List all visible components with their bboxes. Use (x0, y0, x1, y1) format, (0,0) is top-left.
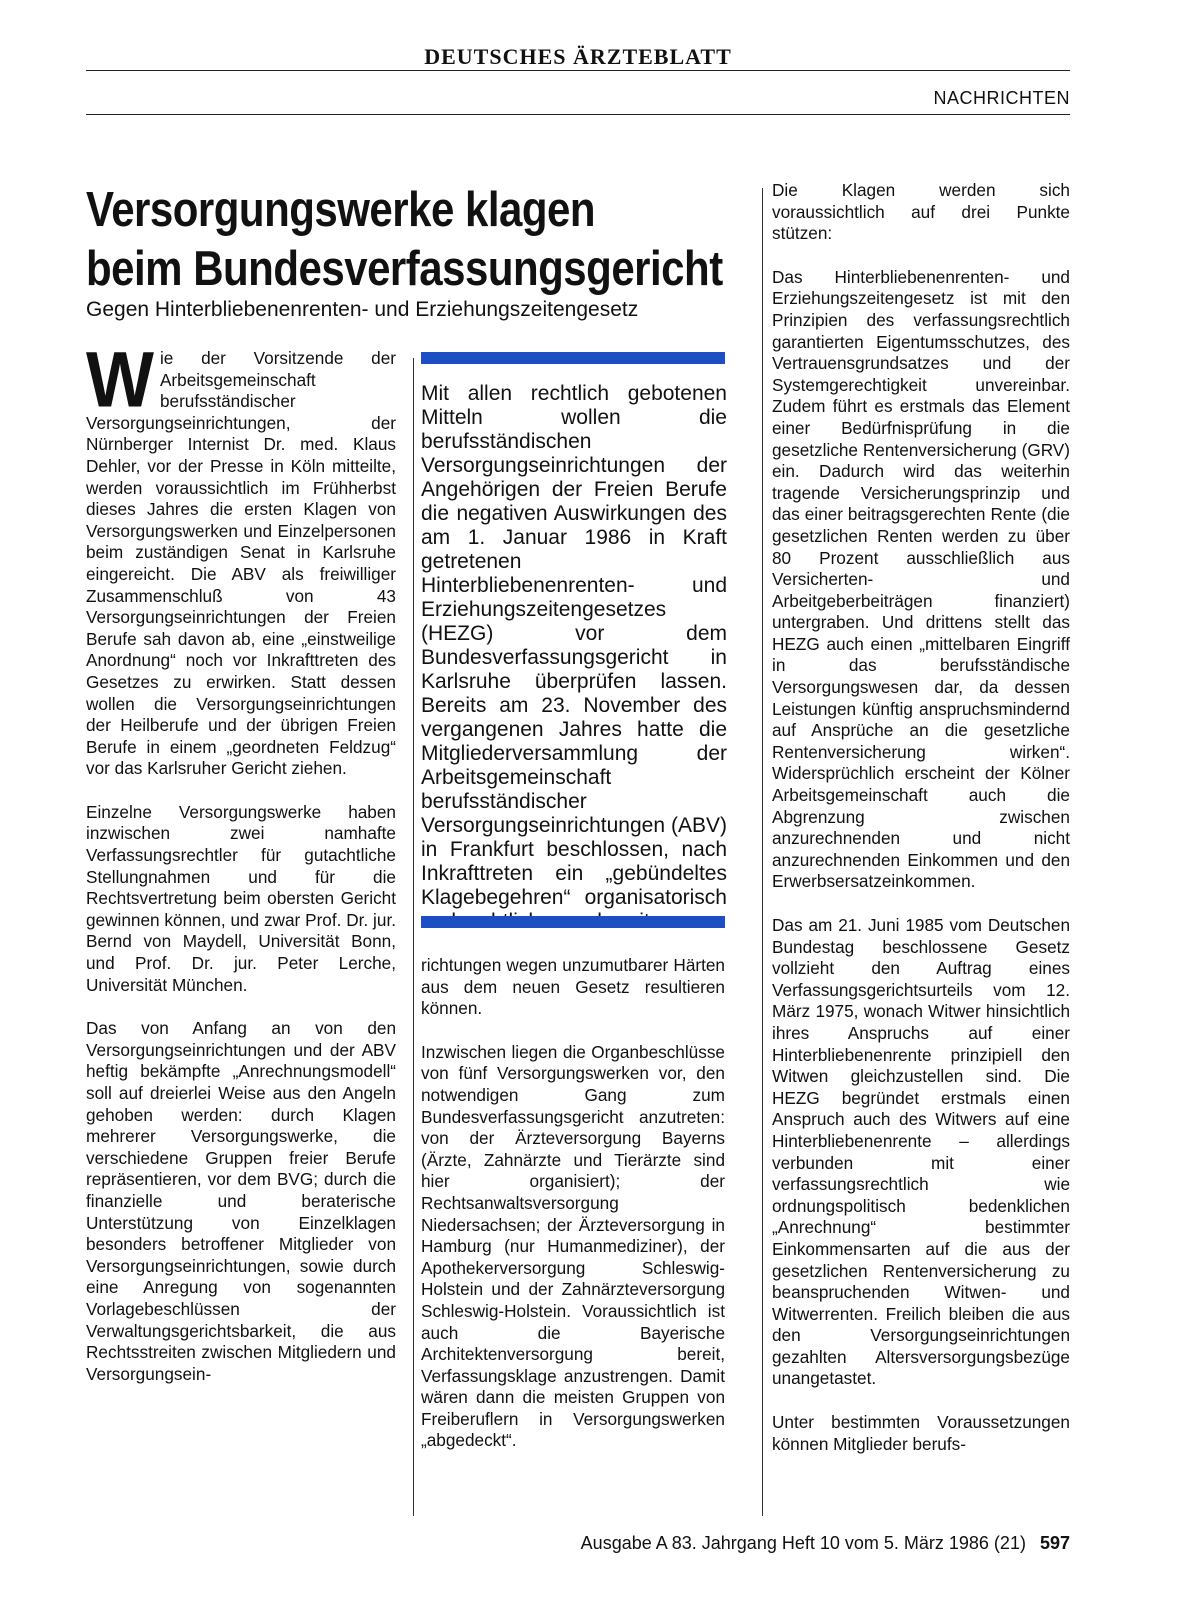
headline-line-1: Versorgungswerke klagen (86, 181, 596, 237)
paragraph (86, 336, 396, 780)
paragraph: Das Hinterbliebenenrenten- und Erziehungszeitengesetz ist mit den Prinzipien des verfassungsrechtlich garantierten Eigentumsschutzes, des Vertrauensgrundsatzes und der Systemgerechtigkeit unvereinbar. Zudem führt es erstmals das Element einer Bedürfnisprüfung in die gesetzliche Rentenversicherung (GRV) ein. Dadurch wird das weiterhin tragende Versicherungsprinzip und das einer beitragsgerechten Rente (die gesetzlichen Renten werden zu über 80 Prozent ausschließlich aus Versicherten- und Arbeitgeberbeiträgen finanziert) untergraben. Und drittens stellt das HEZG auch einen „mittelbaren Eingriff in das berufsständische Versorgungswesen dar, da dessen Leistungen künftig anspruchsmindernd auf Ansprüche an die gesetzliche Rentenversicherung wirken“. Widersprüchlich erscheint der Kölner Arbeitsgemeinschaft auch die Abgrenzung zwischen anzurechnenden und nicht anzurechnenden Einkommen und den Erwerbsersatzeinkommen. (772, 266, 1070, 892)
column-divider-2 (762, 188, 763, 1516)
article-headline (86, 180, 756, 298)
callout-bar-bottom (421, 916, 725, 928)
paragraph: Die Klagen werden sich voraussichtlich auf drei Punkte stützen: (772, 180, 1070, 244)
paragraph: Inzwischen liegen die Organbeschlüsse von fünf Versorgungswerken vor, den notwendigen Gang zum Bundesverfassungsgericht anzutreten: von der Ärzteversorgung Bayerns (Ärzte, Zahnärzte und Tierärzte sind hier organisiert); der Rechtsanwaltsversorgung Niedersachsen; der Ärzteversorgung in Hamburg (nur Humanmediziner), der Apothekerversorgung Schleswig-Holstein und der Zahnärzteversorgung Schleswig-Holstein. Voraussichtlich ist auch die Bayerische Architektenversorgung bereit, Verfassungsklage anzustrengen. Damit wären dann die meisten Gruppen von Freiberuflern in Versorgungswerken „abgedeckt“. (421, 1041, 725, 1451)
paragraph: richtungen wegen unzumutbarer Härten aus dem neuen Gesetz resultieren können. (421, 955, 725, 1019)
headline-line-2: beim Bundesverfassungsgericht (86, 240, 723, 296)
drop-cap: W (86, 336, 154, 424)
article-subtitle: Gegen Hinterbliebenenrenten- und Erziehungszeitengesetz (86, 298, 639, 321)
callout-bar-top (421, 352, 725, 364)
column-divider-1 (413, 358, 414, 1516)
paragraph-text: ie der Vorsitzende der Arbeitsgemeinschaft berufsständischer Versorgungseinrichtungen, der Nürnberger Internist Dr. med. Klaus Dehler, vor der Presse in Köln mitteilte, werden voraussichtlich im Frühherbst dieses Jahres die ersten Klagen von Versorgungswerken und Einzelpersonen beim zuständigen Senat in Karlsruhe eingereicht. Die ABV als freiwilliger Zusammenschluß von 43 Versorgungseinrichtungen der Freien Berufe sah davon ab, eine „einstweilige Anordnung“ noch vor Inkrafttreten des Gesetzes zu erwirken. Statt dessen wollen die Versorgungseinrichtungen der Heilberufe und der übrigen Freien Berufe in einem „geordneten Feldzug“ vor das Karlsruher Gericht ziehen. (86, 348, 396, 779)
section-rule (86, 114, 1070, 115)
paragraph: Das von Anfang an von den Versorgungseinrichtungen und der ABV heftig bekämpfte „Anrechnungsmodell“ soll auf dreierlei Weise aus den Angeln gehoben werden: durch Klagen mehrerer Versorgungswerke, die verschiedene Gruppen freier Berufe repräsentieren, vor dem BVG; durch die finanzielle und beraterische Unterstützung von Einzelklagen besonders betroffener Mitglieder von Versorgungseinrichtungen, sowie durch eine Anregung von sogenannten Vorlagebeschlüssen der Verwaltungsgerichtsbarkeit, die aus Rechtsstreiten zwischen Mitgliedern und Versorgungsein- (86, 1018, 396, 1384)
masthead-rule (86, 70, 1070, 71)
page-number: 597 (1039, 1533, 1070, 1553)
section-label: NACHRICHTEN (933, 88, 1070, 108)
page-footer (581, 1533, 1070, 1554)
article-column-1 (86, 336, 396, 1407)
masthead: DEUTSCHES ÄRZTEBLATT (424, 44, 732, 69)
article-column-2 (421, 955, 725, 1474)
paragraph: Einzelne Versorgungswerke haben inzwischen zwei namhafte Verfassungsrechtler für gutachtliche Stellungnahmen und für die Rechtsvertretung beim obersten Gericht gewinnen können, und zwar Prof. Dr. jur. Bernd von Maydell, Universität Bonn, und Prof. Dr. jur. Peter Lerche, Universität München. (86, 801, 396, 995)
paragraph: Unter bestimmten Voraussetzungen können Mitglieder berufs- (772, 1412, 1070, 1454)
lead-callout: Mit allen rechtlich gebotenen Mitteln wollen die berufsständischen Versorgungseinrichtungen der Angehörigen der Freien Berufe die negativen Auswirkungen des am 1. Januar 1986 in Kraft getretenen Hinterbliebenenrenten- und Erziehungszeitengesetzes (HEZG) vor dem Bundesverfassungsgericht in Karlsruhe überprüfen lassen. Bereits am 23. November des vergangenen Jahres hatte die Mitgliederversammlung der Arbeitsgemeinschaft berufsständischer Versorgungseinrichtungen (ABV) in Frankfurt beschlossen, nach Inkrafttreten ein „gebündeltes Klagebegehren“ organisatorisch (421, 382, 727, 909)
paragraph: Das am 21. Juni 1985 vom Deutschen Bundestag beschlossene Gesetz vollzieht den Auftrag eines Verfassungsgerichtsurteils vom 12. März 1975, wonach Witwer hinsichtlich ihres Anspruchs auf einer Hinterbliebenenrente prinzipiell den Witwen gleichzustellen sind. Die HEZG begründet erstmals einen Anspruch auch des Witwers auf eine Hinterbliebenenrente – allerdings verbunden mit einer verfassungsrechtlich wie ordnungspolitisch bedenklichen „Anrechnung“ bestimmter Einkommensarten auf die aus der gesetzlichen Rentenversicherung zu beanspruchenden Witwen- und Witwerrenten. Freilich bleiben die aus den Versorgungseinrichtungen gezahlten Altersversorgungsbezüge unangetastet. (772, 915, 1070, 1389)
issue-info: Ausgabe A 83. Jahrgang Heft 10 vom 5. März 1986 (21) (580, 1533, 1026, 1553)
article-column-3 (772, 180, 1070, 1477)
